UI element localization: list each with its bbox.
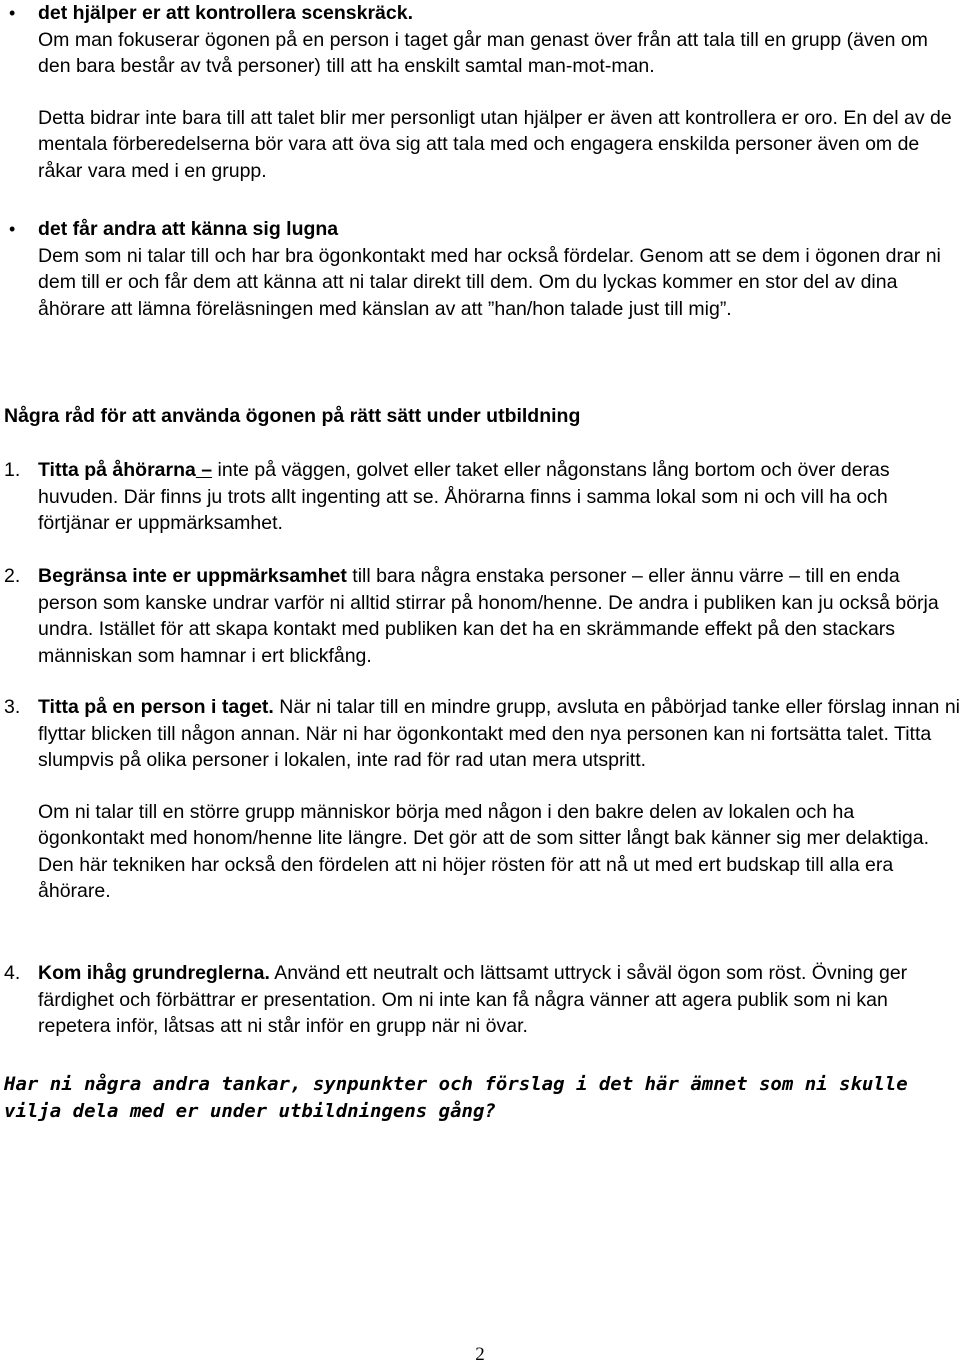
item-text: Kom ihåg grundreglerna. Använd ett neutralt och lättsamt uttryck i såväl ögon som röst. Övning ger färdighet och förbättrar er presentation. Om ni inte kan få några vänner att agera publik som ni kan repetera inför, låtsas att ni står inför en grupp när ni övar. xyxy=(38,962,908,1037)
bullet-paragraph: Dem som ni talar till och har bra ögonkontakt med har också fördelar. Genom att se dem i ögonen drar ni dem till er och får dem att känna att ni talar direkt till dem. Om du lyckas kommer en stor del av dina åhörare att lämna föreläsningen med känslan av att ”han/hon talade just till mig”. xyxy=(38,244,941,320)
item-number: 3. xyxy=(4,696,21,718)
numbered-item xyxy=(0,563,960,669)
item-number: 4. xyxy=(4,962,21,984)
numbered-item xyxy=(0,457,960,537)
closing-question: Har ni några andra tankar, synpunkter och förslag i det här ämnet som ni skulle vilja dela med er under utbildningens gång? xyxy=(4,1073,908,1122)
item-lead: Titta på åhörarna – xyxy=(38,459,213,481)
item-text: Begränsa inte er uppmärksamhet till bara några enstaka personer – eller ännu värre – till en enda person som kanske undrar varför ni alltid stirrar på honom/henne. De andra i publiken kan ju också börja undra. Istället för att skapa kontakt med publiken kan det ha en skrämmande effekt på den stackars människan som hamnar i ert blickfång. xyxy=(38,565,939,667)
item-lead: Begränsa inte er uppmärksamhet xyxy=(38,565,347,587)
item-number: 2. xyxy=(4,565,21,587)
item-extra-paragraph: Om ni talar till en större grupp människor börja med någon i den bakre delen av lokalen och ha ögonkontakt med honom/henne lite längre. Det gör att de som sitter långt bak känner sig mer delaktiga. Den här tekniken har också den fördelen att ni höjer rösten för att nå ut med ert budskap till alla era åhörare. xyxy=(38,800,930,902)
numbered-item xyxy=(0,694,960,905)
section-heading: Några råd för att använda ögonen på rätt sätt under utbildning xyxy=(4,405,581,427)
bullet-heading: det får andra att känna sig lugna xyxy=(38,218,339,240)
bullet-scenskrack xyxy=(0,0,960,184)
bullet-lugna xyxy=(0,216,960,322)
item-lead: Titta på en person i taget. xyxy=(38,696,274,718)
page-number: 2 xyxy=(475,1344,485,1365)
item-text: Titta på en person i taget. När ni talar till en mindre grupp, avsluta en påbörjad tanke eller förslag innan ni flyttar blicken till någon annan. När ni har ögonkontakt med den nya personen kan ni fortsätta talet. Titta slumpvis på olika personer i lokalen, inte rad för rad utan mera utspritt. xyxy=(38,696,960,771)
bullet-icon: • xyxy=(9,3,16,23)
numbered-item xyxy=(0,960,960,1040)
bullet-paragraph: Om man fokuserar ögonen på en person i taget går man genast över från att tala till en grupp (även om den bara består av två personer) till att ha enskilt samtal man-mot-man. xyxy=(38,28,928,77)
bullet-heading: det hjälper er att kontrollera scenskräck. xyxy=(38,2,413,24)
bullet-icon: • xyxy=(9,219,16,239)
bullet-paragraph: Detta bidrar inte bara till att talet blir mer personligt utan hjälper er även att kontrollera er oro. En del av de mentala förberedelserna bör vara att öva sig att tala med och engagera enskilda personer även om de råkar vara med i en grupp. xyxy=(38,106,952,182)
item-lead: Kom ihåg grundreglerna. xyxy=(38,962,270,984)
item-text: Titta på åhörarna – inte på väggen, golvet eller taket eller någonstans lång bortom och över deras huvuden. Där finns ju trots allt ingenting att se. Åhörarna finns i samma lokal som ni och vill ha och förtjänar er uppmärksamhet. xyxy=(38,459,890,534)
item-number: 1. xyxy=(4,459,21,481)
